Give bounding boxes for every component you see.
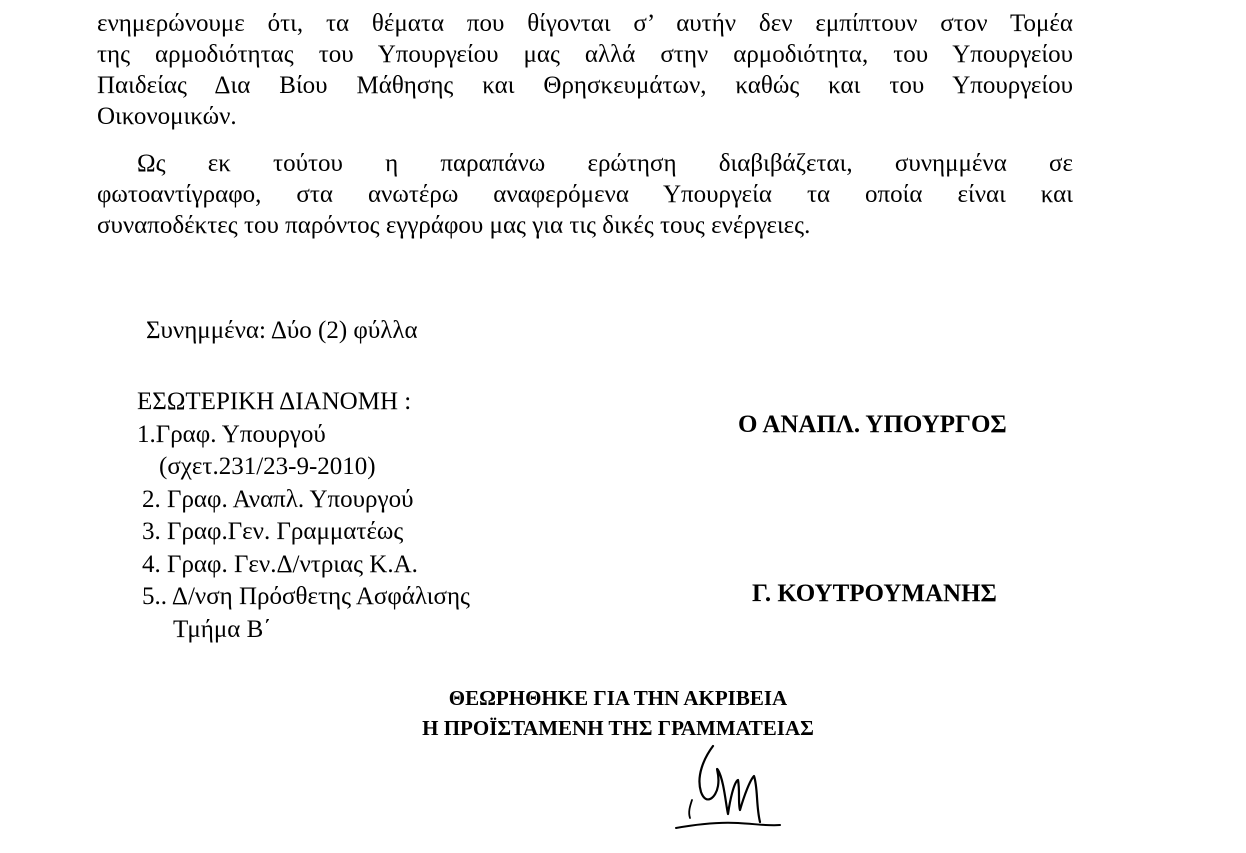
certification-line: ΘΕΩΡΗΘΗΚΕ ΓΙΑ ΤΗΝ ΑΚΡΙΒΕΙΑ (448, 686, 788, 710)
distribution-item-section: Τμήμα Β΄ (173, 615, 272, 643)
distribution-heading: ΕΣΩΤΕΡΙΚΗ ΔΙΑΝΟΜΗ : (137, 388, 412, 415)
paragraph-2-line: φωτοαντίγραφο, στα ανωτέρω αναφερόμενα Υπουργεία τα οποία είναι και (97, 181, 1073, 208)
distribution-item: 3. Γραφ.Γεν. Γραμματέως (142, 518, 404, 545)
certification-line: Η ΠΡΟΪΣΤΑΜΕΝΗ ΤΗΣ ΓΡΑΜΜΑΤΕΙΑΣ (422, 716, 814, 740)
signature-stroke (689, 800, 692, 818)
handwritten-signature (668, 740, 788, 835)
signatory-role: Ο ΑΝΑΠΛ. ΥΠΟΥΡΓΟΣ (738, 411, 1007, 438)
paragraph-1-line: Παιδείας Δια Βίου Μάθησης και Θρησκευμάτων, καθώς και του Υπουργείου (97, 72, 1073, 99)
body-paragraph-2 (97, 148, 1073, 241)
paragraph-2-line: συναποδέκτες του παρόντος εγγράφου μας για τις δικές τους ενέργειες. (97, 212, 811, 239)
attachments-note: Συνημμένα: Δύο (2) φύλλα (146, 317, 418, 344)
paragraph-1-line: Οικονομικών. (97, 103, 237, 130)
paragraph-2-line: Ως εκ τούτου η παραπάνω ερώτηση διαβιβάζεται, συνημμένα σε (137, 150, 1073, 177)
distribution-item: 4. Γραφ. Γεν.Δ/ντριας Κ.Α. (142, 550, 418, 578)
distribution-item-reference: (σχετ.231/23-9-2010) (159, 453, 376, 480)
certification-stamp (382, 683, 854, 743)
signatory-name: Γ. ΚΟΥΤΡΟΥΜΑΝΗΣ (752, 580, 997, 607)
body-paragraph-1 (97, 8, 1073, 132)
internal-distribution-list (137, 386, 470, 646)
paragraph-1-line: ενημερώνουμε ότι, τα θέματα που θίγονται σ’ αυτήν δεν εμπίπτουν στον Τομέα (97, 10, 1073, 37)
paragraph-1-line: της αρμοδιότητας του Υπουργείου μας αλλά στην αρμοδιότητα, του Υπουργείου (97, 41, 1073, 68)
distribution-item: 2. Γραφ. Αναπλ. Υπουργού (142, 485, 414, 513)
distribution-item: 1.Γραφ. Υπουργού (137, 420, 326, 448)
signature-stroke (699, 746, 760, 822)
signature-stroke (676, 823, 780, 828)
distribution-item: 5.. Δ/νση Πρόσθετης Ασφάλισης (142, 583, 470, 610)
